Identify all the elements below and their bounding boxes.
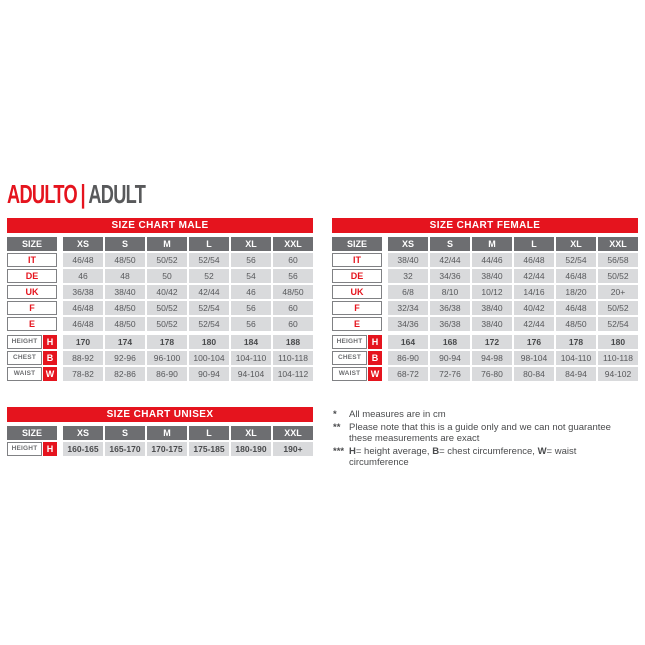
column-header-cell: XS bbox=[388, 237, 428, 251]
page-title-italian: ADULTO bbox=[7, 179, 77, 209]
measure-value-cell: 165-170 bbox=[105, 442, 145, 456]
column-header-cell: XXL bbox=[273, 426, 313, 440]
measure-letter-badge: B bbox=[368, 351, 382, 365]
measure-value-cell: 86-90 bbox=[388, 351, 428, 365]
measure-value-cell: 94-98 bbox=[472, 351, 512, 365]
size-value-cell: 50/52 bbox=[147, 301, 187, 315]
measure-value-cell: 160-165 bbox=[63, 442, 103, 456]
size-value-cell: 56 bbox=[231, 253, 271, 267]
column-header-cell: XXL bbox=[598, 237, 638, 251]
measure-value-cell: 190+ bbox=[273, 442, 313, 456]
column-header-cell: S bbox=[105, 426, 145, 440]
measure-label bbox=[7, 335, 57, 349]
measure-letter-badge: W bbox=[368, 367, 382, 381]
measure-value-cell: 180-190 bbox=[231, 442, 271, 456]
size-value-cell: 38/40 bbox=[472, 317, 512, 331]
footnote-text: Please note that this is a guide only and we can not guarantee these measurements are exact bbox=[349, 421, 611, 444]
measure-value-cell: 80-84 bbox=[514, 367, 554, 381]
size-header-cell: SIZE bbox=[7, 426, 57, 440]
region-label-cell: IT bbox=[7, 253, 57, 267]
size-value-cell: 46/48 bbox=[556, 301, 596, 315]
size-row bbox=[332, 269, 638, 283]
size-value-cell: 32/34 bbox=[388, 301, 428, 315]
size-value-cell: 56/58 bbox=[598, 253, 638, 267]
measure-value-cell: 175-185 bbox=[189, 442, 229, 456]
measure-value-cell: 110-118 bbox=[273, 351, 313, 365]
column-header-cell: XS bbox=[63, 426, 103, 440]
measure-value-cell: 96-100 bbox=[147, 351, 187, 365]
size-value-cell: 60 bbox=[273, 253, 313, 267]
measure-label bbox=[332, 335, 382, 349]
footnote-text: H= height average, B= chest circumference, W= waist circumference bbox=[349, 445, 577, 468]
region-label-cell: E bbox=[332, 317, 382, 331]
measure-label-box: HEIGHT bbox=[332, 335, 367, 349]
size-value-cell: 56 bbox=[273, 269, 313, 283]
measure-letter-badge: B bbox=[43, 351, 57, 365]
size-value-cell: 14/16 bbox=[514, 285, 554, 299]
measure-value-cell: 104-110 bbox=[231, 351, 271, 365]
size-value-cell: 56 bbox=[231, 301, 271, 315]
measure-value-cell: 100-104 bbox=[189, 351, 229, 365]
measure-value-cell: 78-82 bbox=[63, 367, 103, 381]
size-chart-male-table bbox=[7, 218, 313, 383]
size-row bbox=[332, 285, 638, 299]
measure-label-box: HEIGHT bbox=[7, 335, 42, 349]
column-header-cell: M bbox=[147, 426, 187, 440]
size-value-cell: 56 bbox=[231, 317, 271, 331]
size-row bbox=[7, 301, 313, 315]
measure-label bbox=[7, 367, 57, 381]
size-value-cell: 42/44 bbox=[189, 285, 229, 299]
measure-value-cell: 164 bbox=[388, 335, 428, 349]
measure-value-cell: 170-175 bbox=[147, 442, 187, 456]
size-value-cell: 10/12 bbox=[472, 285, 512, 299]
size-chart-unisex-table bbox=[7, 407, 313, 458]
size-value-cell: 60 bbox=[273, 301, 313, 315]
region-label-cell: F bbox=[7, 301, 57, 315]
size-value-cell: 6/8 bbox=[388, 285, 428, 299]
size-value-cell: 44/46 bbox=[472, 253, 512, 267]
column-header-cell: XS bbox=[63, 237, 103, 251]
column-header-cell: XXL bbox=[273, 237, 313, 251]
size-value-cell: 40/42 bbox=[147, 285, 187, 299]
size-value-cell: 18/20 bbox=[556, 285, 596, 299]
measure-value-cell: 170 bbox=[63, 335, 103, 349]
measure-row bbox=[7, 367, 313, 381]
size-value-cell: 46/48 bbox=[556, 269, 596, 283]
size-value-cell: 54 bbox=[231, 269, 271, 283]
size-row bbox=[332, 317, 638, 331]
measure-row bbox=[332, 351, 638, 365]
size-value-cell: 50/52 bbox=[147, 253, 187, 267]
measure-row bbox=[7, 335, 313, 349]
size-value-cell: 50/52 bbox=[147, 317, 187, 331]
footnote-marker: ** bbox=[333, 421, 341, 433]
size-value-cell: 46/48 bbox=[63, 253, 103, 267]
size-value-cell: 42/44 bbox=[514, 317, 554, 331]
measure-value-cell: 94-104 bbox=[231, 367, 271, 381]
region-label-cell: UK bbox=[332, 285, 382, 299]
measure-value-cell: 68-72 bbox=[388, 367, 428, 381]
column-header-cell: M bbox=[147, 237, 187, 251]
size-row bbox=[7, 317, 313, 331]
footnote bbox=[333, 446, 636, 469]
size-value-cell: 48/50 bbox=[273, 285, 313, 299]
region-label-cell: F bbox=[332, 301, 382, 315]
measure-value-cell: 174 bbox=[105, 335, 145, 349]
column-header-cell: XL bbox=[231, 237, 271, 251]
measure-value-cell: 104-112 bbox=[273, 367, 313, 381]
column-header-cell: L bbox=[189, 426, 229, 440]
size-value-cell: 34/36 bbox=[388, 317, 428, 331]
column-header-cell: L bbox=[189, 237, 229, 251]
size-value-cell: 20+ bbox=[598, 285, 638, 299]
measure-letter-badge: H bbox=[368, 335, 382, 349]
measure-label-box: CHEST bbox=[332, 351, 367, 365]
size-value-cell: 36/38 bbox=[430, 301, 470, 315]
table-title-bar: SIZE CHART UNISEX bbox=[7, 407, 313, 422]
column-header-cell: M bbox=[472, 237, 512, 251]
table-title-bar: SIZE CHART MALE bbox=[7, 218, 313, 233]
size-value-cell: 50 bbox=[147, 269, 187, 283]
measure-label-box: HEIGHT bbox=[7, 442, 42, 456]
measure-value-cell: 90-94 bbox=[189, 367, 229, 381]
size-value-cell: 48/50 bbox=[105, 301, 145, 315]
size-value-cell: 50/52 bbox=[598, 301, 638, 315]
size-value-cell: 52/54 bbox=[189, 301, 229, 315]
measure-value-cell: 86-90 bbox=[147, 367, 187, 381]
measure-row bbox=[7, 442, 313, 456]
size-value-cell: 52/54 bbox=[556, 253, 596, 267]
size-row bbox=[332, 301, 638, 315]
size-value-cell: 46 bbox=[63, 269, 103, 283]
measure-value-cell: 188 bbox=[273, 335, 313, 349]
measure-value-cell: 180 bbox=[598, 335, 638, 349]
measure-value-cell: 88-92 bbox=[63, 351, 103, 365]
measure-value-cell: 180 bbox=[189, 335, 229, 349]
measure-row bbox=[332, 335, 638, 349]
size-row bbox=[7, 285, 313, 299]
measure-value-cell: 72-76 bbox=[430, 367, 470, 381]
measure-row bbox=[332, 367, 638, 381]
size-value-cell: 38/40 bbox=[388, 253, 428, 267]
region-label-cell: DE bbox=[332, 269, 382, 283]
measure-letter-badge: H bbox=[43, 335, 57, 349]
footnotes bbox=[333, 409, 636, 470]
size-value-cell: 46/48 bbox=[514, 253, 554, 267]
measure-value-cell: 184 bbox=[231, 335, 271, 349]
measure-label-box: CHEST bbox=[7, 351, 42, 365]
size-row bbox=[7, 269, 313, 283]
column-header-cell: L bbox=[514, 237, 554, 251]
region-label-cell: IT bbox=[332, 253, 382, 267]
measure-label bbox=[332, 351, 382, 365]
size-value-cell: 50/52 bbox=[598, 269, 638, 283]
size-row bbox=[7, 253, 313, 267]
measure-value-cell: 94-102 bbox=[598, 367, 638, 381]
page-title bbox=[7, 179, 146, 209]
measure-value-cell: 178 bbox=[556, 335, 596, 349]
region-label-cell: DE bbox=[7, 269, 57, 283]
size-value-cell: 34/36 bbox=[430, 269, 470, 283]
measure-value-cell: 104-110 bbox=[556, 351, 596, 365]
measure-label-box: WAIST bbox=[332, 367, 367, 381]
measure-letter-badge: W bbox=[43, 367, 57, 381]
measure-value-cell: 168 bbox=[430, 335, 470, 349]
measure-value-cell: 178 bbox=[147, 335, 187, 349]
size-value-cell: 46/48 bbox=[63, 301, 103, 315]
size-value-cell: 48 bbox=[105, 269, 145, 283]
measure-value-cell: 110-118 bbox=[598, 351, 638, 365]
size-value-cell: 42/44 bbox=[514, 269, 554, 283]
size-row bbox=[332, 253, 638, 267]
table-header-row bbox=[7, 426, 313, 440]
measure-value-cell: 92-96 bbox=[105, 351, 145, 365]
measure-value-cell: 76-80 bbox=[472, 367, 512, 381]
footnote-text: All measures are in cm bbox=[349, 409, 446, 420]
size-value-cell: 52/54 bbox=[598, 317, 638, 331]
size-value-cell: 46 bbox=[231, 285, 271, 299]
size-value-cell: 36/38 bbox=[63, 285, 103, 299]
size-value-cell: 60 bbox=[273, 317, 313, 331]
measure-letter-badge: H bbox=[43, 442, 57, 456]
measure-value-cell: 98-104 bbox=[514, 351, 554, 365]
measure-label-box: WAIST bbox=[7, 367, 42, 381]
size-value-cell: 8/10 bbox=[430, 285, 470, 299]
size-value-cell: 42/44 bbox=[430, 253, 470, 267]
page-title-separator: | bbox=[80, 179, 85, 209]
footnote-marker: * bbox=[333, 409, 337, 420]
table-title-bar: SIZE CHART FEMALE bbox=[332, 218, 638, 233]
measure-value-cell: 176 bbox=[514, 335, 554, 349]
region-label-cell: E bbox=[7, 317, 57, 331]
region-label-cell: UK bbox=[7, 285, 57, 299]
measure-value-cell: 90-94 bbox=[430, 351, 470, 365]
table-header-row bbox=[332, 237, 638, 251]
size-value-cell: 38/40 bbox=[472, 301, 512, 315]
measure-label bbox=[7, 442, 57, 456]
measure-value-cell: 84-94 bbox=[556, 367, 596, 381]
column-header-cell: S bbox=[105, 237, 145, 251]
measure-label bbox=[7, 351, 57, 365]
measure-row bbox=[7, 351, 313, 365]
size-value-cell: 48/50 bbox=[105, 253, 145, 267]
measure-label bbox=[332, 367, 382, 381]
size-value-cell: 48/50 bbox=[556, 317, 596, 331]
table-header-row bbox=[7, 237, 313, 251]
size-header-cell: SIZE bbox=[332, 237, 382, 251]
size-value-cell: 38/40 bbox=[105, 285, 145, 299]
size-value-cell: 36/38 bbox=[430, 317, 470, 331]
size-value-cell: 52/54 bbox=[189, 317, 229, 331]
size-value-cell: 48/50 bbox=[105, 317, 145, 331]
column-header-cell: S bbox=[430, 237, 470, 251]
size-chart-female-table bbox=[332, 218, 638, 383]
column-header-cell: XL bbox=[556, 237, 596, 251]
footnote-marker: *** bbox=[333, 445, 345, 457]
size-value-cell: 40/42 bbox=[514, 301, 554, 315]
measure-value-cell: 172 bbox=[472, 335, 512, 349]
page-title-english: ADULT bbox=[88, 179, 146, 209]
size-header-cell: SIZE bbox=[7, 237, 57, 251]
size-value-cell: 52/54 bbox=[189, 253, 229, 267]
size-value-cell: 46/48 bbox=[63, 317, 103, 331]
measure-value-cell: 82-86 bbox=[105, 367, 145, 381]
footnote bbox=[333, 409, 636, 421]
size-value-cell: 38/40 bbox=[472, 269, 512, 283]
footnote bbox=[333, 422, 636, 445]
column-header-cell: XL bbox=[231, 426, 271, 440]
size-value-cell: 52 bbox=[189, 269, 229, 283]
size-value-cell: 32 bbox=[388, 269, 428, 283]
